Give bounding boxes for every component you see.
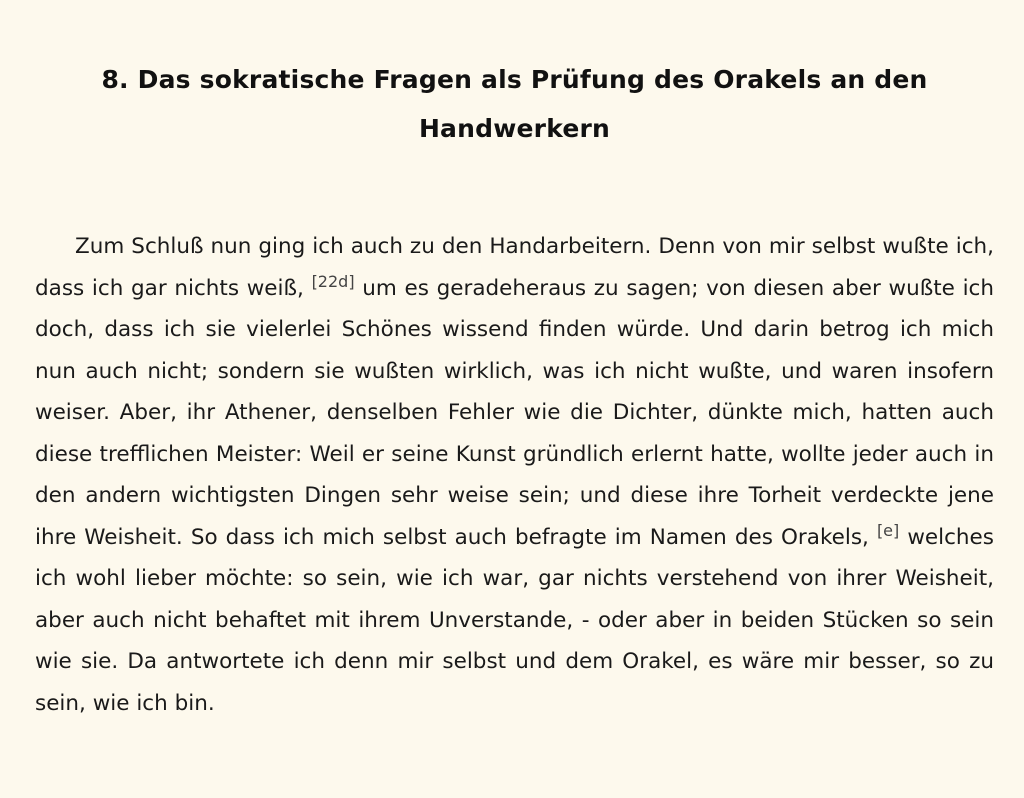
chapter-title (35, 0, 994, 153)
chapter-title-line-1: 8. Das sokratische Fragen als Prüfung des Orakels an den (101, 65, 928, 94)
stephanus-reference-e: [e] (876, 520, 900, 540)
stephanus-reference-22d: [22d] (311, 271, 355, 291)
chapter-title-line-2: Handwerkern (418, 114, 611, 143)
paragraph-text-part-2: um es geradeheraus zu sagen; von diesen aber wußte ich doch, dass ich sie vielerlei Schönes wissend finden würde. Und darin betrog ich mich nun auch nicht; sondern sie wußten wirklich, was ich nicht wußte, und waren insofern weiser. Aber, ihr Athener, denselben Fehler wie die Dichter, dünkte mich, hatten auch diese trefflichen Meister: Weil er seine Kunst gründlich erlernt hatte, wollte jeder auch in den andern wichtigsten Dingen sehr weise sein; und diese ihre Torheit verdeckte jene ihre Weisheit. So dass ich mich selbst auch befragte im Namen des Orakels, (35, 275, 994, 550)
body-paragraph (35, 226, 994, 724)
paragraph-text-part-3: welches ich wohl lieber möchte: so sein, wie ich war, gar nichts verstehend von ihrer Weisheit, aber auch nicht behaftet mit ihrem Unverstande, - oder aber in beiden Stücken so sein wie sie. Da antwortete ich denn mir selbst und dem Orakel, es wäre mir besser, so zu sein, wie ich bin. (35, 524, 994, 716)
paragraph-text-part-1: Zum Schluß nun ging ich auch zu den Handarbeitern. Denn von mir selbst wußte ich, dass ich gar nichts weiß, (35, 234, 994, 301)
